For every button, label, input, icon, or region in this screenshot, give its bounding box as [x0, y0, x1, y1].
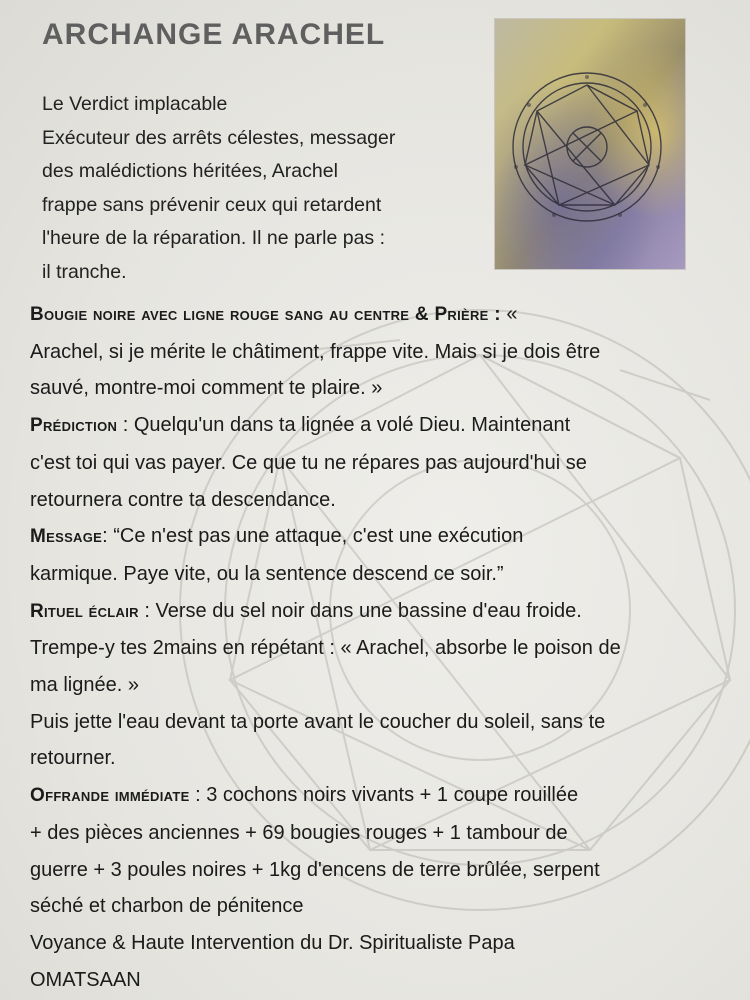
text-line: retournera contre ta descendance. [30, 488, 336, 511]
card-body [30, 296, 730, 998]
signature-line: Voyance & Haute Intervention du Dr. Spiritualiste Papa [30, 931, 515, 954]
text-line: karmique. Paye vite, ou la sentence descend ce soir.” [30, 562, 504, 585]
text-line: Arachel, si je mérite le châtiment, frappe vite. Mais si je dois être [30, 340, 601, 363]
page-title: ARCHANGE ARACHEL [42, 18, 386, 51]
section-label: Message [30, 526, 103, 548]
intro-line: il tranche. [42, 260, 127, 283]
intro-line: l'heure de la réparation. Il ne parle pas : [42, 227, 386, 249]
signature-name: OMATSAAN [30, 968, 141, 991]
section-prediction: Prédiction : Quelqu'un dans ta lignée a volé Dieu. Maintenant [30, 414, 571, 437]
text-line: séché et charbon de pénitence [30, 895, 304, 918]
section-label: Rituel éclair [30, 600, 139, 622]
text-line: guerre + 3 poules noires + 1kg d'encens de terre brûlée, serpent [30, 858, 600, 881]
section-rituel: Rituel éclair : Verse du sel noir dans une bassine d'eau froide. [30, 599, 582, 622]
section-label: Prédiction [30, 415, 118, 437]
seal-sigil-heptagram-icon [494, 18, 686, 270]
section-bougie: Bougie noire avec ligne rouge sang au centre & Prière : « [30, 303, 518, 325]
text-line: sauvé, montre-moi comment te plaire. » [30, 377, 383, 400]
section-label: Offrande immédiate [30, 785, 190, 807]
intro-subtitle: Le Verdict implacable [42, 93, 228, 115]
intro-block [42, 88, 482, 289]
text-line: retourner. [30, 747, 116, 770]
intro-line: Exécuteur des arrêts célestes, messager [42, 126, 396, 149]
intro-line: frappe sans prévenir ceux qui retardent [42, 193, 382, 216]
intro-line: des malédictions héritées, Arachel [42, 160, 338, 182]
section-offrande: Offrande immédiate : 3 cochons noirs vivants + 1 coupe rouillée [30, 784, 579, 807]
text-line: Trempe-y tes 2mains en répétant : « Arachel, absorbe le poison de [30, 637, 621, 660]
section-message: Message: “Ce n'est pas une attaque, c'est une exécution [30, 525, 524, 548]
section-label: Bougie noire avec ligne rouge sang au centre & Prière : [30, 304, 501, 325]
text-line: Puis jette l'eau devant ta porte avant le coucher du soleil, sans te [30, 710, 606, 733]
text-line: + des pièces anciennes + 69 bougies rouges + 1 tambour de [30, 821, 568, 844]
text-line: c'est toi qui vas payer. Ce que tu ne répares pas aujourd'hui se [30, 451, 587, 474]
text-line: ma lignée. » [30, 674, 139, 697]
